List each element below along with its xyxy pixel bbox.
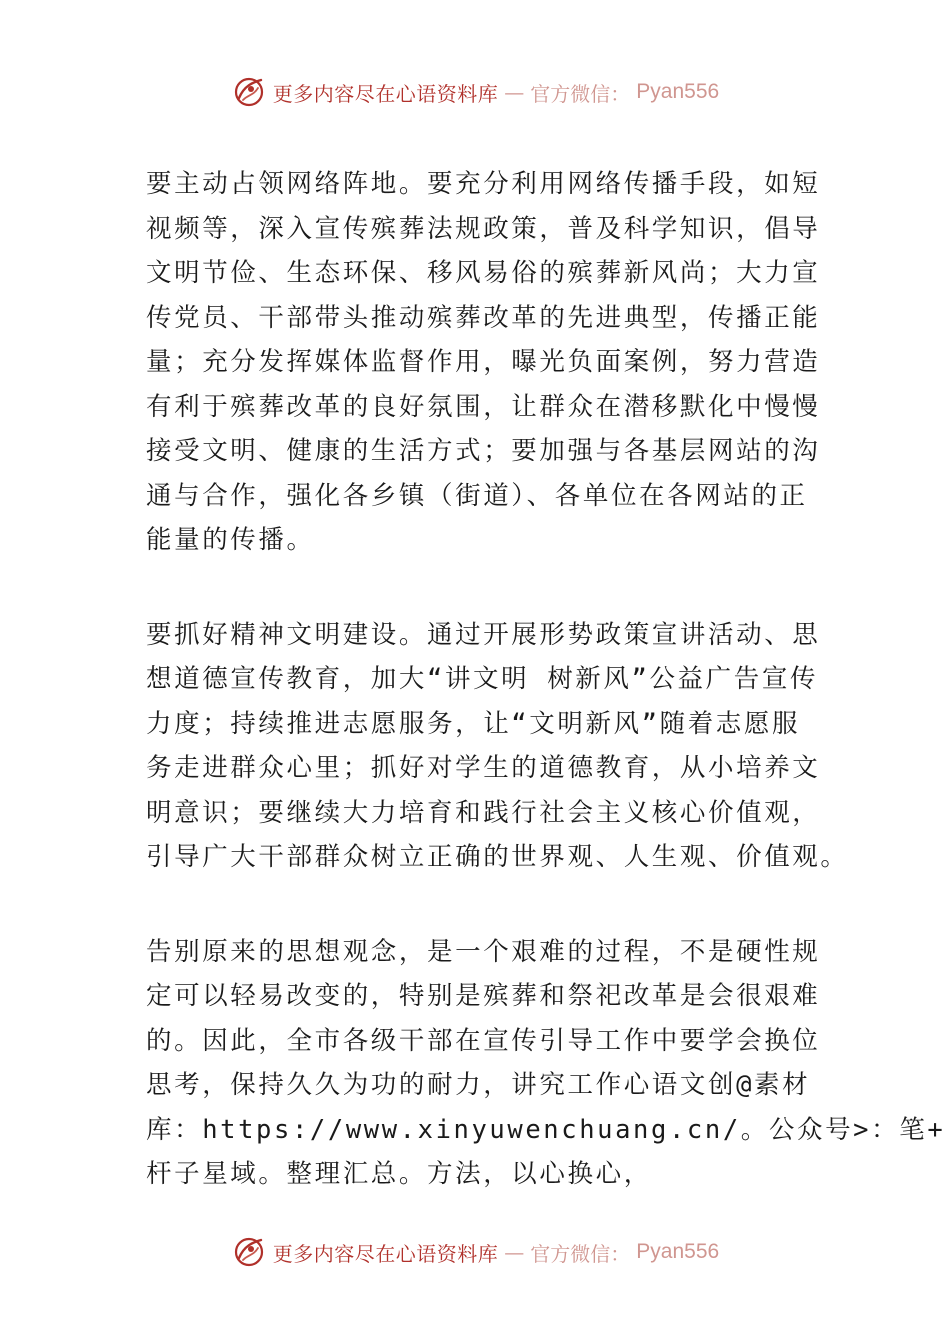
paragraph-line: 有利于殡葬改革的良好氛围，让群众在潜移默化中慢慢 bbox=[146, 391, 821, 422]
paragraph-line: 思考，保持久久为功的耐力，讲究工作心语文创@素材 bbox=[146, 1070, 811, 1100]
paragraph-line: 接受文明、健康的生活方式；要加强与各基层网站的沟 bbox=[146, 436, 821, 466]
paragraph-line: 明意识；要继续大力培育和践行社会主义核心价值观， bbox=[146, 797, 821, 828]
banner-wechat-id: Pyan556 bbox=[636, 80, 720, 103]
paragraph-line: 能量的传播。 bbox=[146, 525, 315, 555]
brand-logo-icon bbox=[231, 74, 267, 110]
paragraph-line: 定可以轻易改变的，特别是殡葬和祭祀改革是会很艰难 bbox=[146, 981, 821, 1011]
paragraph-line: 告别原来的思想观念，是一个艰难的过程，不是硬性规 bbox=[146, 936, 821, 967]
paragraph-line: 要主动占领网络阵地。要充分利用网络传播手段，如短 bbox=[146, 169, 821, 199]
banner-wechat-id: Pyan556 bbox=[636, 1240, 720, 1263]
banner-brand-text: 更多内容尽在心语资料库 bbox=[272, 1241, 499, 1266]
paragraph-1 bbox=[146, 162, 821, 563]
paragraph-line: 的。因此，全市各级干部在宣传引导工作中要学会换位 bbox=[146, 1025, 821, 1056]
paragraph-line: 想道德宣传教育，加大“讲文明 树新风”公益广告宣传 bbox=[146, 664, 819, 694]
banner-brand-text: 更多内容尽在心语资料库 bbox=[272, 81, 499, 106]
paragraph-line: 要抓好精神文明建设。通过开展形势政策宣讲活动、思 bbox=[146, 619, 821, 650]
document-body bbox=[146, 162, 946, 1247]
paragraph-3 bbox=[146, 930, 946, 1197]
paragraph-line: 通与合作，强化各乡镇（街道）、各单位在各网站的正 bbox=[146, 480, 808, 511]
paragraph-line: 传党员、干部带头推动殡葬改革的先进典型，传播正能 bbox=[146, 302, 821, 333]
paragraph-line: 库：https://www.xinyuwenchuang.cn/。公众号>：笔+ bbox=[146, 1114, 946, 1145]
footer-banner bbox=[0, 1234, 950, 1270]
header-banner bbox=[0, 74, 950, 110]
banner-separator: — bbox=[504, 80, 525, 104]
paragraph-line: 务走进群众心里；抓好对学生的道德教育，从小培养文 bbox=[146, 753, 821, 783]
banner-wechat-label: 官方微信： bbox=[530, 1241, 631, 1266]
brand-logo-icon bbox=[231, 1234, 267, 1270]
banner-wechat-label: 官方微信： bbox=[530, 81, 631, 106]
paragraph-line: 力度；持续推进志愿服务，让“文明新风”随着志愿服 bbox=[146, 708, 801, 739]
paragraph-line: 文明节俭、生态环保、移风易俗的殡葬新风尚；大力宣 bbox=[146, 258, 821, 288]
paragraph-line: 引导广大干部群众树立正确的世界观、人生观、价值观。 bbox=[146, 842, 849, 872]
paragraph-line: 视频等，深入宣传殡葬法规政策，普及科学知识，倡导 bbox=[146, 213, 821, 244]
paragraph-line: 杆子星域。整理汇总。方法，以心换心， bbox=[146, 1159, 652, 1189]
paragraph-2 bbox=[146, 613, 849, 880]
banner-separator: — bbox=[504, 1240, 525, 1264]
paragraph-line: 量；充分发挥媒体监督作用，曝光负面案例，努力营造 bbox=[146, 347, 821, 377]
